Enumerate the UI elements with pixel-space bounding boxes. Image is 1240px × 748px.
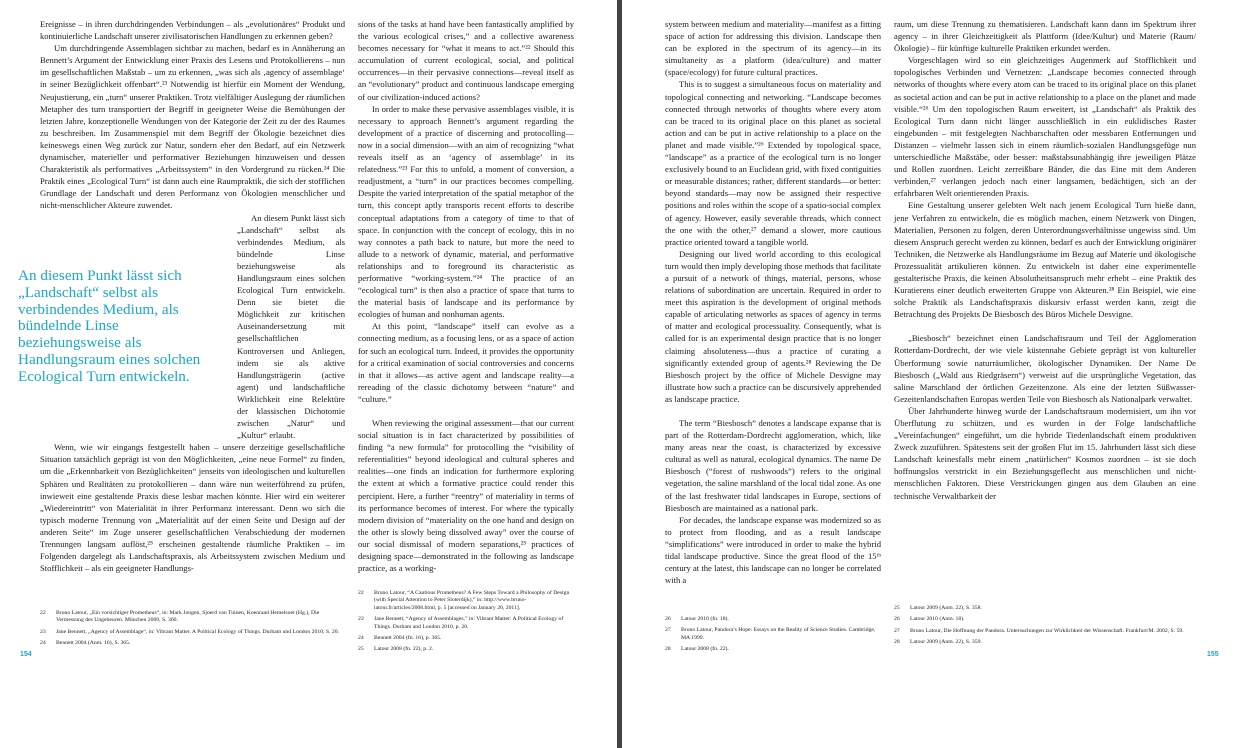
paragraph: Vorgeschlagen wird so ein gleichzeitiges Augenmerk auf Stofflichkeit und topologisches Verbinden und Vernetzen: „Landscape becomes connected through networks of thoughts where every atom can be traced to its original place on this planet as societal action and can be put in active relationship to a place on the planet and made visible.“²⁶ Um den topologischen Raum erweitert, ist „Landschaft“ als Praktik des Ecological Turn dann nicht länger ausschließlich in ein euklidisches Raster eingebunden – mit festgelegten Nachbarschaften oder messbaren Entfernungen und Distanzen – vielmehr lassen sich in einem räumlich-sozialen Handlungsgefüge nun unterschiedliche Maßstäbe, oder besser: maßstabsunabhängig ihre jeweiligen Plätze und Rollen zuordnen. Leicht zerreißbare Bänder, die das Eine mit dem Anderen verbinden,²⁷ verlangen jedoch nach einer langsamen, bedächtigen, sich an der erfahrbaren Welt orientierenden Praxis. xyxy=(894,55,1196,199)
footnote: 26 Latour 2010 (Anm. 18). xyxy=(894,616,965,623)
paragraph: The term “Biesbosch” denotes a landscape expanse that is part of the Rotterdam-Dordrecht agglomeration, which, like many areas near the coast, is characterized by excessive cultural as well as natural, ecological dynamics. The name De Biesbosch (“forest of rushwoods”) refers to the original vegetation, the saline marshland of the local tidal zone. As one of the last freshwater tidal landscapes in Europe, sections of Biesbosch are maintained as a national park. xyxy=(665,418,881,513)
footnote: 24 Bennett 2004 (Anm. 16), S. 365. xyxy=(40,640,131,647)
paragraph: For decades, the landscape expanse was modernized so as to protect from flooding, and as a result landscape “simplifications” were introduced in order to make the hybrid tidal landscape productive. Since the great flood of the 15ᵗʰ century at the latest, this landscape can no longer be correlated with a xyxy=(665,514,881,586)
footnote: 25 Latour 2008 (fn. 22), p. 2. xyxy=(358,646,434,653)
paragraph: Über Jahrhunderte hinweg wurde der Landschaftsraum modernisiert, um ihn vor Überflutung zu schützen, und es wurden in der Folge landschaftliche „Vereinfachungen“ eingeführt, um die hybride Tiedenlandschaft einem produktiven Zweck zuzuführen. Spätestens seit der großen Flut im 15. Jahrhundert lässt sich diese Landschaft keinesfalls mehr einem „natürlichen“ Kosmos zuordnen – ist sie doch hoffnungslos verstrickt in ein Beziehungsgeflecht aus menschlichen und nicht-menschlichen Faktoren. Diese Verstrickungen gingen aus dem Glauben an eine technische Verwaltbarkeit der xyxy=(894,405,1196,501)
footnotes-english xyxy=(358,590,574,658)
footnote: 27 Bruno Latour, Die Hoffnung der Pandora. Untersuchungen zur Wirklichkeit der Wissenschaft. Frankfurt/M. 2002, S. 59. xyxy=(894,627,1184,634)
paragraph: Designing our lived world according to this ecological turn would then imply developing those methods that facilitate a pursuit of a network of things, material, persons, whose relations of subordination are uncertain. Required in order to meet this aspiration is the development of original methods capable of articulating networks as spaces of agency in terms of matter and ecological processuality. Consequently, what is called for is an experimental design practice that is no longer claiming absoluteness—thus a practice of curating a significantly extended group of agents.²⁸ Reviewing the De Biesbosch project by the office of Michele Desvigne may illustrate how such a practice can be discursively apprehended as landscape practice. xyxy=(665,248,881,404)
paragraph: In order to make these pervasive assemblages visible, it is necessary to approach Bennett’s argument regarding the development of a practice of discerning and protocolling—now in a social dimension—with an aim of recognizing “what reveals itself as an ‘agency of assemblage’ in its relatedness.”²³ For this to unfold, a moment of conversion, a readjustment, a “turn” in our practices becomes compelling. Despite the varied interpretation of the spatial metaphor of the turn, this concept aptly transports recent efforts to describe conceptual adaptations from a category of time to that of space. In conjunction with the concept of ecology, this in no way connotes a path back to nature, but more the need to allude to a network of dynamic, material, and performative relationships and to foreground its characteristic as performative “working-system.”²⁴ The practice of an “ecological turn” is then also a practice of space that turns to the material basis of landscape and its performance by ecologies of human and nonhuman agents. xyxy=(358,103,574,320)
paragraph: Eine Gestaltung unserer gelebten Welt nach jenem Ecological Turn hieße dann, jene Verfahren zu entwickeln, die es möglich machen, einem Netzwerk von Dingen, Materialien, Personen zu folgen, deren Unterordnungsverhältnisse ungewiss sind. Um diesem Anspruch gerecht werden zu können, bedarf es auch der Entwicklung originärer Techniken, die Netzwerke als Handlungsräume im Bezug auf Materie und ökologische Prozessualität artikulieren können. Zu entwickeln ist daher eine experimentelle gestalterische Praxis, die keinen Absolutheitsanspruch mehr erhebt – eine Praktik des Kuratierens einer deutlich erweiterten Gruppe von Akteuren.²⁸ Ein Beispiel, wie eine solche Praktik als Landschaftspraxis diskursiv erfasst werden kann, zeigt die Betrachtung des Projekts De Biesbosch des Büros Michele Desvigne. xyxy=(894,200,1196,320)
right-page xyxy=(622,0,1240,748)
paragraph: Um durchdringende Assemblagen sichtbar zu machen, bedarf es in Annäherung an Bennett’s Argument der Entwicklung einer Praxis des Lesens und Protokollierens – nun im gesellschaftlichen Maßstab – um zu erkennen, „was sich als ‚agency of assemblage‘ in seiner Bezüglichkeit offenbart“.²³ Notwendig ist hierfür ein Moment der Wendung, Neujustierung, ein „turn“ unserer Praktiken. Trotz vielfältiger Auslegung der räumlichen Metapher des turn transportiert der Begriff in geeigneter Weise die Bemühungen der letzten Jahre, konzeptionelle Wendungen von der Kategorie der Zeit zu der des Raumes zu beschreiben. Im Zusammenspiel mit dem Begriff der Ökologie bezeichnet dies keineswegs einen Weg zurück zur Natur, sondern eher den Bedarf, auf ein Netzwerk dynamischer, materieller und performativer Beziehungen hinzuweisen und dessen Charakteristik als performatives „Arbeitssystem“ in den Vordergrund zu rücken.²⁴ Die Praktik eines „Ecological Turn“ ist dann auch eine Raumpraktik, die sich der stofflichen Grundlage der Landschaft und deren Performanz von Ökologien menschlicher und nicht-menschlicher Akteure zuwendet. xyxy=(40,43,345,211)
paragraph: Wenn, wie wir eingangs festgestellt haben – unsere derzeitige gesellschaftliche Situation tatsächlich geprägt ist von den Möglichkeiten, „eine neue Formel“ zu finden, um die „Erkennbarkeit von Bezüglichkeiten“ jenseits von ideologischen und kulturellen Sphären und Realitäten zu protokollieren – dann wäre nun weiterführend zu prüfen, inwieweit eine gestaltende Praxis diese lesbar machen könnte. Hier wird ein weiterer „Wiedereintritt“ von Materialität in ihrer Performanz interessant. Denn wo sich die typisch moderne Trennung von „Materialität auf der einen Seite und Design auf der anderen Seite“ im Zuge unserer gesellschaftlichen Verabschiedung der modernen Trennungen langsam auflöst,²⁵ erscheinen gestaltende räumliche Praktiken – im Folgenden dargelegt als Landschaftspraxis, als Arbeitssystem zwischen Medium und Stofflichkeit – als ein geeigneter Handlungs- xyxy=(40,442,345,574)
footnote: 23 Jane Bennett, “Agency of Assemblages,” in: Vibrant Matter: A Political Ecology of Things. Durham and London 2010, p. 20. xyxy=(358,616,564,630)
footnotes-english-right xyxy=(665,616,881,658)
paragraph: sions of the tasks at hand have been fantastically amplified by the various ecological crises,” and a collective awareness becomes necessary for “what it means to act.”²² Should this accumulation of current ecological, social, and political occurrences—in their pervasive connections—reveal itself as an “evolutionary” product and continuous landscape emerging of our civilization-induced actions? xyxy=(358,19,574,102)
paragraph: system between medium and materiality—manifest as a fitting space of action for addressing this division. Landscape then can be explored in the spectrum of its agency—in its simultaneity as a platform (idea/culture) and matter (space/ecology) for future cultural practices. xyxy=(665,19,881,78)
paragraph: An diesem Punkt lässt sich „Landschaft“ selbst als verbindendes Medium, als bündelnde Linse beziehungsweise als Handlungsraum eines solchen Ecological Turn entwickeln. Denn sie bietet die Möglichkeit zur kritischen Auseinandersetzung mit gesellschaftlichen Kontroversen und Anliegen, indem sie als aktive Handlungsträgerin (active agent) und landschaftliche Wirklichkeit eine Relektüre der klassischen Dichotomie zwischen „Natur“ und „Kultur“ erlaubt. xyxy=(237,212,345,441)
column-english-2 xyxy=(665,18,881,586)
paragraph: When reviewing the original assessment—that our current social situation is in fact characterized by possibilities of finding “a new formula” for protocolling the “visibility of referentialities” beyond ideological and cultural spheres and realities—one finds an indication for furthermore exploring the extent at which a formative practice could render this percipient. Here, a further “reentry” of materiality in terms of its performance becomes of interest. For where the typically modern division of “materiality on the one hand and design on the other is slowly being dissolved away” over the course of our social dismissal of modern separations,²⁵ practices of designing space—demonstrated in the following as landscape practice, as a working- xyxy=(358,418,574,574)
footnote: 22 Bruno Latour, “A Cautious Prometheus? A Few Steps Toward a Philosophy of Design (with Special Attention to Peter Sloterdijk),” in: http://www.bruno-latour.fr/articles/2008.html, p. 5 [accessed on January 20, 2011]. xyxy=(358,590,570,611)
footnote: 22 Bruno Latour, „Ein vorsichtiger Prometheus“, in: Mark Jongen, Sjoerd van Tuinen, Koenraad Hemelsoet (Hg.), Die Vermessung des Ungeheuren. München 2009, S. 360. xyxy=(40,610,320,624)
footnote: 27 Bruno Latour, Pandora’s Hope: Essays on the Reality of Science Studies. Cambridge, MA 1999. xyxy=(665,627,876,641)
footnote: 28 Latour 2009 (Anm. 22), S. 359. xyxy=(894,639,982,646)
footnote: 25 Latour 2009 (Anm. 22), S. 358. xyxy=(894,605,982,611)
footnote: 28 Latour 2008 (fn. 22). xyxy=(665,646,729,653)
page-number: 155 xyxy=(1207,651,1219,658)
paragraph: At this point, “landscape” itself can evolve as a connecting medium, as a focusing lens, or as a space of action for such an ecological turn. Indeed, it provides the opportunity for a critical examination of social controversies and concerns in that it allows—as active agent and landscape reality—a rereading of the classic dichotomy between “nature” and “culture.” xyxy=(358,321,574,404)
footnotes-german-right xyxy=(894,605,1196,651)
pull-quote: An diesem Punkt lässt sich „Landschaft“ selbst als verbindendes Medium, als bündelnde Linse beziehungsweise als Handlungsraum eines solchen Ecological Turn entwickeln. xyxy=(18,267,201,385)
paragraph: „Biesbosch“ bezeichnet einen Landschaftsraum und Teil der Agglomeration Rotterdam-Dordrecht, der wie viele küstennahe Gebiete geprägt ist von kultureller Überformung sowie naturräumlicher, ökologischer Dynamiken. Der Name De Biesbosch („Wald aus Riedgräsern“) verweist auf die ursprüngliche Vegetation, das saline Marschland der örtlichen Gezeitenzone. Als eine der letzten Süßwasser-Gezeitenlandschaften Europas werden Teile von Biesbosch als Nationalpark verwaltet. xyxy=(894,333,1196,404)
footnote: 26 Latour 2010 (fn. 18). xyxy=(665,616,729,622)
left-page xyxy=(0,0,617,748)
footnote: 23 Jane Bennett, „Agency of Assemblage“, in: Vibrant Matter. A Political Ecology of Things. Durham und London 2010, S. 20. xyxy=(40,628,339,635)
footnote: 24 Bennett 2004 (fn. 16), p. 365. xyxy=(358,635,442,642)
paragraph: This is to suggest a simultaneous focus on materiality and topological connecting and networking. “Landscape becomes connected through networks of thoughts where every atom can be traced to its original place on this planet as societal action and can be put in active relationship to a place on the planet and made visible.”²⁶ Extended by topological space, “landscape” as a practice of the ecological turn is no longer exclusively bound to an Euclidean grid, with fixed contiguities or measurable distances; rather, different standards—or better: beyond standards—may now be assigned their respective positions and roles within the scope of a spatio-social complex of agency. However, easily severable threads, which connect the one with the other,²⁷ demand a slower, more cautious practice oriented toward a tangible world. xyxy=(665,79,881,247)
paragraph: raum, um diese Trennung zu thematisieren. Landschaft kann dann im Spektrum ihrer agency – in ihrer Gleichzeitigkeit als Plattform (Idee/Kultur) und Materie (Raum/Ökologie) – für künftige kulturelle Praktiken erkundet werden. xyxy=(894,19,1196,54)
column-german-2 xyxy=(894,18,1196,502)
footnotes-german xyxy=(40,610,340,652)
paragraph: Ereignisse – in ihren durchdringenden Verbindungen – als „evolutionäres“ Produkt und kontinuierliche Landschaft unserer zivilisatorischen Handlungen zu erkennen geben? xyxy=(40,19,345,42)
wrapped-text-block xyxy=(237,212,345,442)
column-english-1 xyxy=(358,18,574,574)
page-number: 154 xyxy=(20,651,32,658)
